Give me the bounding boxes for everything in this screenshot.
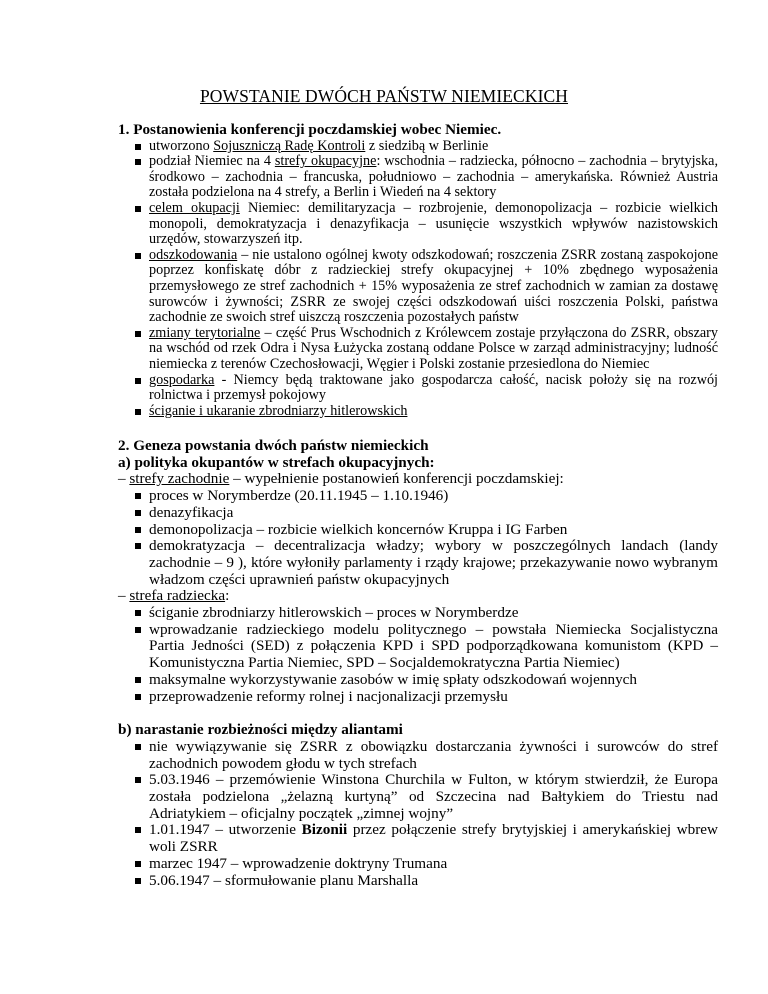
list-item: celem okupacji Niemiec: demilitaryzacja – rozbrojenie, demonopolizacja – rozbicie wielkich monopoli, demokratyzacja i denazyfikacja – usunięcie wszystkich wpływów nazistowskich urzędów, stowarzyszeń itp. <box>149 200 718 248</box>
subsection-b-heading: b) narastanie rozbieżności między aliantami <box>118 721 403 739</box>
list-item: demonopolizacja – rozbicie wielkich koncernów Kruppa i IG Farben <box>149 522 718 539</box>
list-item: utworzono Sojuszniczą Radę Kontroli z siedzibą w Berlinie <box>149 139 718 155</box>
list-item: maksymalne wykorzystywanie zasobów w imię spłaty odszkodowań wojennych <box>149 672 718 689</box>
subsection-a-heading: a) polityka okupantów w strefach okupacyjnych: <box>118 453 435 471</box>
west-zones-line: – strefy zachodnie – wypełnienie postanowień konferencji poczdamskiej: <box>118 470 564 488</box>
west-zones-list <box>118 488 718 588</box>
section-1-heading: 1. Postanowienia konferencji poczdamskiej wobec Niemiec. <box>118 121 502 138</box>
west-zones-label: strefy zachodnie <box>129 470 230 488</box>
list-item: proces w Norymberdze (20.11.1945 – 1.10.1946) <box>149 488 718 505</box>
list-item: 1.01.1947 – utworzenie Bizonii przez połączenie strefy brytyjskiej i amerykańskiej wbrew woli ZSRR <box>149 821 719 856</box>
list-item: odszkodowania – nie ustalono ogólnej kwoty odszkodowań; roszczenia ZSRR zostaną zaspokojone poprzez konfiskatę dóbr z radzieckiej strefy okupacyjnej + 10% zbędnego wyposażenia przemysłowego ze stref zachodnich + 15% wyposażenia ze stref zachodnich w zamian za dostawę surowców i żywności; ZSRR ze swojej części odszkodowań uiści roszczenia Polski, państwa zachodnie ze swoich stref uiszczą roszczenia pozostałych państw <box>149 246 718 326</box>
section-1-list <box>118 139 718 420</box>
list-item: zmiany terytorialne – część Prus Wschodnich z Królewcem zostaje przyłączona do ZSRR, obszary na wschód od rzek Odra i Nysa Łużycka zostaną oddane Polsce w zarząd administracyjny; ludność niemiecka z terenów Czechosłowacji, Węgier i Polski zostanie przesiedlona do Niemiec <box>149 324 718 373</box>
list-item: 5.03.1946 – przemówienie Winstona Churchila w Fulton, w którym stwierdził, że Europa została podzielona „żelazną kurtyną” od Szczecina nad Bałtykiem do Triestu nad Adriatykiem – oficjalny początek „zimnej wojny” <box>149 771 718 822</box>
list-item: marzec 1947 – wprowadzenie doktryny Trumana <box>149 856 718 873</box>
east-zone-list <box>118 605 718 705</box>
east-zone-line: – strefa radziecka: <box>118 587 230 605</box>
section-2-heading: 2. Geneza powstania dwóch państw niemieckich <box>118 437 429 454</box>
list-item: ściganie i ukaranie zbrodniarzy hitlerowskich <box>149 404 718 420</box>
list-item: przeprowadzenie reformy rolnej i nacjonalizacji przemysłu <box>149 689 718 706</box>
list-item: gospodarka - Niemcy będą traktowane jako gospodarcza całość, nacisk położy się na rozwój rolnictwa i przemysł pokojowy <box>149 371 718 404</box>
list-item: nie wywiązywanie się ZSRR z obowiązku dostarczania żywności i surowców do stref zachodnich powodem głodu w tych strefach <box>149 737 718 772</box>
section-1 <box>118 122 718 419</box>
list-item: ściganie zbrodniarzy hitlerowskich – proces w Norymberdze <box>149 605 718 622</box>
allies-divergence-list <box>118 739 718 889</box>
list-item: demokratyzacja – decentralizacja władzy; wybory w poszczególnych landach (landy zachodnie – 9 ), które wyłoniły parlamenty i rządy krajowe; przekazywanie nowo wybranym władzom części uprawnień państw okupacyjnych <box>149 537 718 588</box>
list-item: wprowadzanie radzieckiego modelu politycznego – powstała Niemiecka Socjalistyczna Partia Jedności (SED) z połączenia KPD i SPD podporządkowana komunistom (KPD – Komunistyczna Partia Niemiec, SPD – Socjaldemokratyczna Partia Niemiec) <box>149 620 718 672</box>
east-zone-label: strefa radziecka <box>129 587 226 605</box>
list-item: denazyfikacja <box>149 505 718 522</box>
list-item: 5.06.1947 – sformułowanie planu Marshalla <box>149 873 718 890</box>
list-item: podział Niemiec na 4 strefy okupacyjne: wschodnia – radziecka, północno – zachodnia – brytyjska, środkowo – zachodnia – francuska, południowo – zachodnia – amerykańska. Również Austria została podzielona na 4 strefy, a Berlin i Wiedeń na 4 sektory <box>149 153 718 201</box>
document-title: POWSTANIE DWÓCH PAŃSTW NIEMIECKICH <box>199 86 569 106</box>
section-2 <box>118 438 718 889</box>
